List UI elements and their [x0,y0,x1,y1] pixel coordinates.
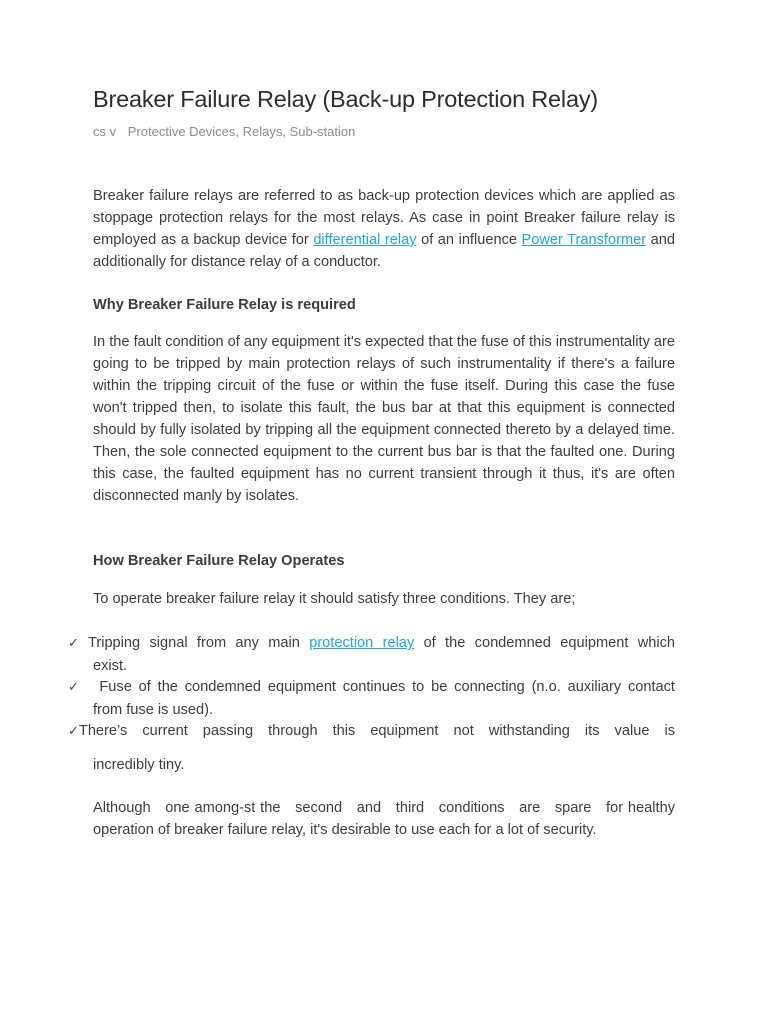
condition-item-1 [68,632,675,677]
intro-paragraph [93,185,675,273]
intro-text-3: and additionally for distance relay of a conductor. [93,232,675,270]
intro-text-2: of an influence [416,232,522,248]
protection-relay-link[interactable]: protection relay [309,635,415,651]
check-icon: ✓ [68,724,79,739]
why-paragraph: In the fault condition of any equipment it's expected that the fuse of this instrumentality are going to be tripped by main protection relays of such instrumentality if there's a failure within the tripping circuit of the fuse or within the fuse itself. During this case the fuse won't tripped then, to isolate this fault, the bus bar at that this equipment is connected should by fully isolated by tripping all the equipment connected thereto by a delayed time. Then, the sole connected equipment to the current bus bar is that the faulted one. During this case, the faulted equipment has no current transient through it thus, it's are often disconnected manly by isolates. [93,334,676,504]
article-meta [93,124,355,139]
category-list[interactable]: Protective Devices, Relays, Sub-station [127,124,356,139]
condition-1-continuation: exist. [93,658,128,674]
condition-item-3 [68,720,675,776]
condition-3-continuation: incredibly tiny. [93,757,185,773]
condition-1-rest: of the condemned equipment which [414,635,676,651]
article-title: Breaker Failure Relay (Back-up Protection Relay) [93,86,598,112]
section-heading-how: How Breaker Failure Relay Operates [93,553,345,569]
check-icon: ✓ [68,680,79,695]
check-icon: ✓ [68,636,79,651]
condition-1-text: Tripping signal from any main [87,635,310,651]
differential-relay-link[interactable]: differential relay [313,232,417,248]
condition-3-text: There’s current passing through this equipment not withstanding its value is [78,723,675,739]
how-lead-paragraph: To operate breaker failure relay it should satisfy three conditions. They are; [93,591,576,607]
closing-paragraph: Although one among-st the second and third conditions are spare for healthy operation of breaker failure relay, it's desirable to use each for a lot of security. [93,800,680,838]
power-transformer-link[interactable]: Power Transformer [521,232,647,248]
intro-text-1: Breaker failure relays are referred to as back-up protection devices which are applied as stoppage protection relays for the most relays. As case in point Breaker failure relay is employed as a backup device for [93,188,675,248]
condition-2-continuation: from fuse is used). [93,702,214,718]
condition-item-2 [68,676,675,721]
condition-2-text: Fuse of the condemned equipment continues to be connecting (n.o. auxiliary contact [99,679,675,695]
author-name[interactable]: cs v [93,124,117,139]
section-heading-why: Why Breaker Failure Relay is required [93,297,356,313]
